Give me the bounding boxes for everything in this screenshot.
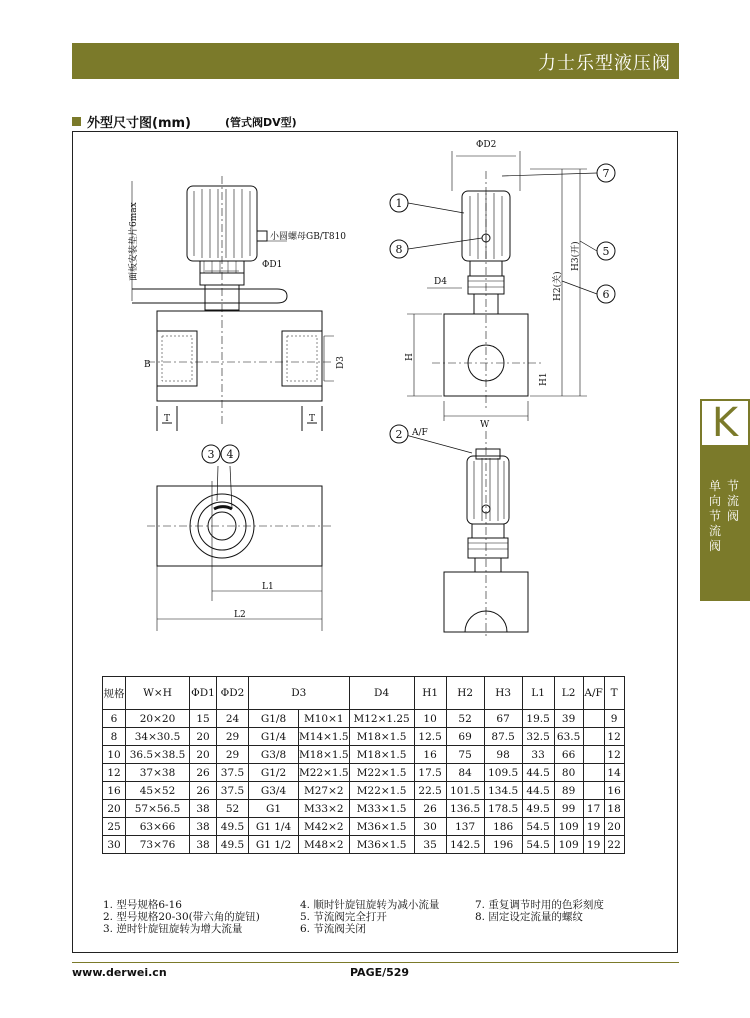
table-cell: 16 [103,782,126,800]
note-6: 6. 节流阀关闭 [300,923,366,935]
body-front [157,311,322,401]
table-cell: 20 [190,746,217,764]
footer-line [72,962,679,963]
label-l1: L1 [262,582,274,592]
footer-page: PAGE/529 [350,966,410,979]
label-h3: H3(开) [571,241,581,271]
table-cell: M22×1.5 [299,764,350,782]
table-cell: 22.5 [414,782,446,800]
table-cell: G1 1/4 [249,818,299,836]
table-row [103,836,625,854]
callout-1-label: 1 [395,197,403,210]
th-d2: ΦD2 [217,677,249,710]
table-row [103,728,625,746]
note-3: 3. 逆时针旋钮旋转为增大流量 [103,923,243,935]
table-cell: G1/2 [249,764,299,782]
table-cell: 20×20 [126,710,190,728]
table-cell: 63.5 [554,728,583,746]
table-cell: 9 [604,710,624,728]
table-cell: 32.5 [522,728,554,746]
label-d2: ΦD2 [476,140,497,150]
table-cell: M22×1.5 [349,764,414,782]
table-cell: 134.5 [484,782,522,800]
table-cell [583,728,604,746]
label-af: A/F [412,428,428,438]
label-nut: 小圆螺母GB/T810 [270,232,347,242]
table-cell: 19 [583,818,604,836]
table-cell: 25 [103,818,126,836]
table-cell: M10×1 [299,710,350,728]
label-h2: H2(关) [553,271,563,301]
note-8: 8. 固定设定流量的螺纹 [475,911,583,923]
table-cell: 17.5 [414,764,446,782]
table-cell: M33×1.5 [349,800,414,818]
table-cell: G3/8 [249,746,299,764]
callout-3-label: 3 [207,448,215,461]
table-cell: M18×1.5 [349,728,414,746]
th-d1: ΦD1 [190,677,217,710]
table-cell: 19.5 [522,710,554,728]
side-tab-col2: 节流阀 [726,479,739,523]
table-cell: 19 [583,836,604,854]
label-h: H [405,353,415,361]
table-cell: 136.5 [446,800,484,818]
table-cell: M22×1.5 [349,782,414,800]
table-cell: 39 [554,710,583,728]
table-cell: 6 [103,710,126,728]
table-cell: 49.5 [217,818,249,836]
table-cell: G1/8 [249,710,299,728]
note-5: 5. 节流阀完全打开 [300,911,387,923]
table-cell: 52 [217,800,249,818]
table-cell: M12×1.25 [349,710,414,728]
table-cell: 44.5 [522,782,554,800]
table-cell: 99 [554,800,583,818]
table-header-row [103,677,625,710]
label-h1: H1 [539,372,549,386]
table-cell: 37.5 [217,782,249,800]
table-cell: 26 [190,764,217,782]
table-cell: 196 [484,836,522,854]
table-cell: 67 [484,710,522,728]
table-cell: 45×52 [126,782,190,800]
table-cell: 30 [414,818,446,836]
callout-6-label: 6 [602,288,610,301]
table-cell: M18×1.5 [299,746,350,764]
side-tab [700,399,750,601]
table-cell: 17 [583,800,604,818]
table-cell: 69 [446,728,484,746]
label-t-right: T [309,414,316,424]
th-d4: D4 [349,677,414,710]
table-cell: 12 [604,728,624,746]
callout-5-label: 5 [602,245,610,258]
table-cell: M14×1.5 [299,728,350,746]
table-cell: 137 [446,818,484,836]
table-cell: 10 [103,746,126,764]
technical-drawing [72,131,678,661]
table-row [103,710,625,728]
table-row [103,746,625,764]
note-4: 4. 顺时针旋钮旋转为减小流量 [300,899,440,911]
table-row [103,764,625,782]
callout-8-label: 8 [395,243,403,256]
table-cell: M36×1.5 [349,818,414,836]
table-cell: M18×1.5 [349,746,414,764]
table-cell: 10 [414,710,446,728]
th-l1: L1 [522,677,554,710]
label-d4: D4 [434,277,447,287]
table-cell: G1 1/2 [249,836,299,854]
table-cell: 54.5 [522,818,554,836]
header-title: 力士乐型液压阀 [538,53,671,74]
label-b: B [144,360,151,370]
table-cell: 89 [554,782,583,800]
th-h1: H1 [414,677,446,710]
table-cell: 30 [103,836,126,854]
th-d3: D3 [249,677,350,710]
table-cell: 63×66 [126,818,190,836]
table-cell: G1/4 [249,728,299,746]
table-cell: 87.5 [484,728,522,746]
table-cell: 38 [190,800,217,818]
table-cell: 38 [190,836,217,854]
table-cell: 36.5×38.5 [126,746,190,764]
table-cell: 101.5 [446,782,484,800]
section-subtitle: (管式阀DV型) [225,116,297,129]
table-cell: 20 [604,818,624,836]
callout-2-label: 2 [395,428,403,441]
table-cell: 186 [484,818,522,836]
table-cell: 35 [414,836,446,854]
table-cell: 22 [604,836,624,854]
table-cell: 12.5 [414,728,446,746]
table-cell: 16 [604,782,624,800]
header-bar [72,43,679,79]
table-cell: 24 [217,710,249,728]
side-tab-letter: K [700,399,750,447]
table-cell: 37×38 [126,764,190,782]
table-cell: 52 [446,710,484,728]
table-cell: 109 [554,818,583,836]
label-w: W [480,420,490,430]
section-title [72,112,191,131]
table-cell: 8 [103,728,126,746]
table-cell: 18 [604,800,624,818]
th-h2: H2 [446,677,484,710]
table-cell: 142.5 [446,836,484,854]
table-cell: 26 [414,800,446,818]
table-cell: 38 [190,818,217,836]
table-cell: 37.5 [217,764,249,782]
table-cell: 33 [522,746,554,764]
th-h3: H3 [484,677,522,710]
table-cell: 20 [103,800,126,818]
table-cell: M42×2 [299,818,350,836]
table-cell: 84 [446,764,484,782]
table-cell: 54.5 [522,836,554,854]
table-cell: 29 [217,746,249,764]
table-cell: 109 [554,836,583,854]
table-row [103,782,625,800]
note-2: 2. 型号规格20-30(带六角的旋钮) [103,911,260,923]
table-cell: 29 [217,728,249,746]
label-l2: L2 [234,610,246,620]
table-cell: 98 [484,746,522,764]
th-af: A/F [583,677,604,710]
note-1: 1. 型号规格6-16 [103,899,182,911]
table-row [103,818,625,836]
table-cell: 34×30.5 [126,728,190,746]
label-panel-thickness: 面板安装垫片6max [129,202,139,281]
table-cell: G1 [249,800,299,818]
table-cell: M36×1.5 [349,836,414,854]
th-t: T [604,677,624,710]
table-cell: M33×2 [299,800,350,818]
section-title-text: 外型尺寸图(mm) [87,116,191,131]
table-cell: 75 [446,746,484,764]
th-l2: L2 [554,677,583,710]
table-cell [583,710,604,728]
section-square-icon [72,117,81,126]
table-cell: 44.5 [522,764,554,782]
table-cell [583,764,604,782]
callout-4-label: 4 [226,448,234,461]
th-wh: W×H [126,677,190,710]
table-cell: 49.5 [522,800,554,818]
table-cell [583,746,604,764]
note-7: 7. 重复调节时用的色彩刻度 [475,899,604,911]
table-cell: 66 [554,746,583,764]
table-cell: 20 [190,728,217,746]
label-t-left: T [164,414,171,424]
table-cell: G3/4 [249,782,299,800]
spec-table [102,676,625,854]
table-cell: 15 [190,710,217,728]
callout-7-label: 7 [602,167,610,180]
table-cell [583,782,604,800]
side-tab-col1: 单向节流阀 [708,479,721,553]
table-cell: 80 [554,764,583,782]
table-cell: 14 [604,764,624,782]
table-cell: 49.5 [217,836,249,854]
table-cell: 57×56.5 [126,800,190,818]
table-cell: 12 [103,764,126,782]
table-cell: 178.5 [484,800,522,818]
th-spec: 规格 [103,677,126,710]
label-d1: ΦD1 [262,260,283,270]
table-cell: M48×2 [299,836,350,854]
table-cell: 73×76 [126,836,190,854]
table-cell: 26 [190,782,217,800]
label-d3: D3 [336,356,346,369]
table-cell: 16 [414,746,446,764]
footer-website: www.derwei.cn [72,966,167,979]
table-cell: 109.5 [484,764,522,782]
table-cell: M27×2 [299,782,350,800]
table-cell: 12 [604,746,624,764]
table-row [103,800,625,818]
